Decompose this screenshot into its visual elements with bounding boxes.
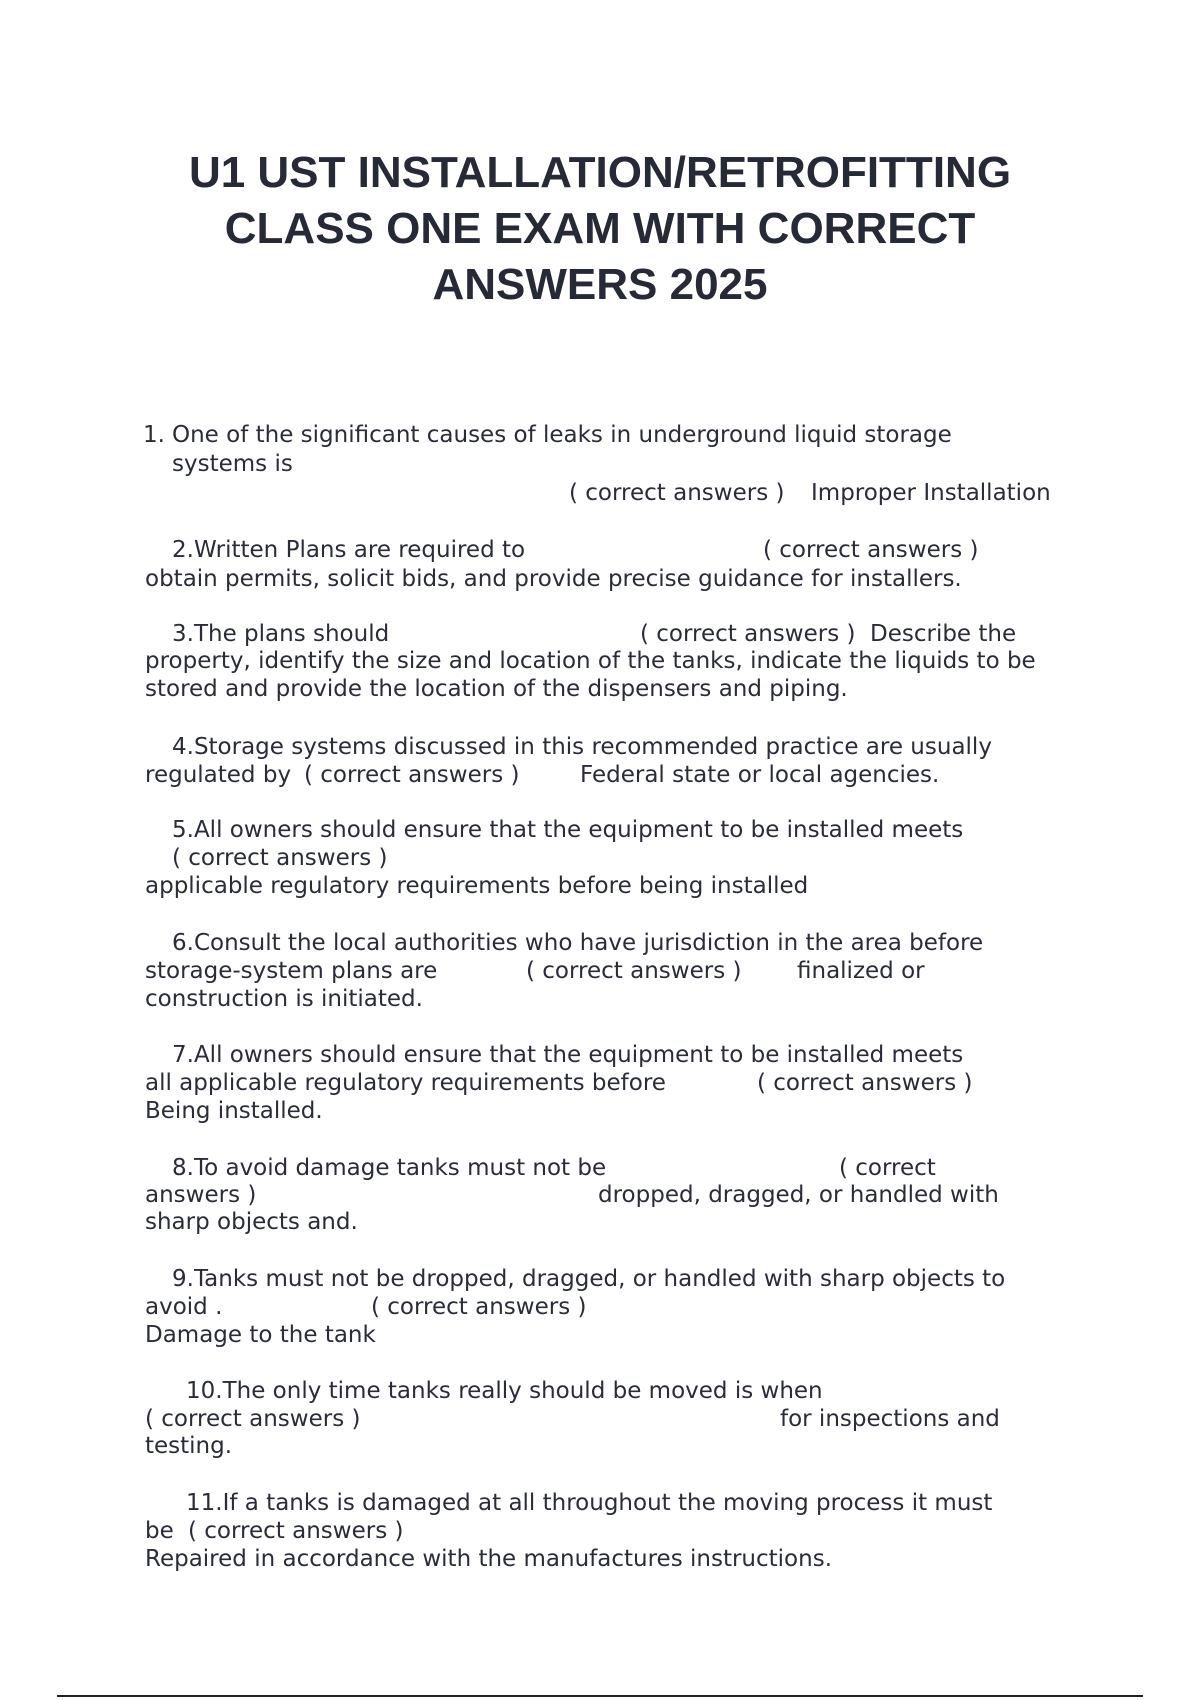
answer-marker: ( correct: [839, 1155, 936, 1181]
question-text: avoid .: [145, 1294, 223, 1320]
document-title-line-1: U1 UST INSTALLATION/RETROFITTING: [188, 148, 1012, 197]
question-text: 4.Storage systems discussed in this recommended practice are usually: [172, 734, 992, 760]
answer-marker: ( correct answers ): [188, 1518, 404, 1544]
answer-text: for inspections and: [780, 1406, 1000, 1432]
answer-marker: ( correct answers ): [304, 762, 520, 788]
answer-text: dropped, dragged, or handled with: [598, 1182, 999, 1208]
question-text: 3.The plans should: [172, 621, 390, 647]
question-text: 9.Tanks must not be dropped, dragged, or handled with sharp objects to: [172, 1266, 1006, 1292]
answer-text: Being installed.: [145, 1098, 323, 1124]
document-title-line-2: CLASS ONE EXAM WITH CORRECT: [224, 204, 976, 253]
answer-text: Improper Installation: [811, 480, 1051, 506]
answer-text: Damage to the tank: [145, 1322, 376, 1348]
question-text: One of the significant causes of leaks in underground liquid storage: [172, 422, 952, 448]
answer-text: Federal state or local agencies.: [580, 762, 940, 788]
answer-text: Describe the: [870, 621, 1017, 647]
footer-divider: [57, 1695, 1143, 1697]
answer-marker: ( correct answers ): [569, 480, 785, 506]
question-text: 10.The only time tanks really should be moved is when: [186, 1378, 823, 1404]
answer-text: property, identify the size and location of the tanks, indicate the liquids to be: [145, 648, 1036, 674]
question-text: all applicable regulatory requirements before: [145, 1070, 666, 1096]
answer-text: finalized or: [797, 958, 925, 984]
answer-text: Repaired in accordance with the manufactures instructions.: [145, 1546, 833, 1572]
question-text: storage-system plans are: [145, 958, 438, 984]
question-number: 1.: [143, 422, 165, 448]
answer-marker: ( correct answers ): [172, 845, 388, 871]
answer-marker: ( correct answers ): [526, 958, 742, 984]
question-text: 7.All owners should ensure that the equipment to be installed meets: [172, 1042, 964, 1068]
question-text: 11.If a tanks is damaged at all throughout the moving process it must: [186, 1490, 993, 1516]
question-text: regulated by: [145, 762, 292, 788]
answer-text: obtain permits, solicit bids, and provide precise guidance for installers.: [145, 566, 962, 592]
answer-text: sharp objects and.: [145, 1209, 358, 1235]
question-text: be: [145, 1518, 174, 1544]
question-text: 5.All owners should ensure that the equipment to be installed meets: [172, 817, 964, 843]
answer-marker: ( correct answers ): [640, 621, 856, 647]
answer-marker: ( correct answers ): [145, 1406, 361, 1432]
answer-marker: answers ): [145, 1182, 257, 1208]
answer-text: construction is initiated.: [145, 986, 423, 1012]
answer-marker: ( correct answers ): [757, 1070, 973, 1096]
question-text: 2.Written Plans are required to: [172, 537, 526, 563]
answer-text: applicable regulatory requirements before being installed: [145, 873, 809, 899]
answer-text: stored and provide the location of the dispensers and piping.: [145, 676, 848, 702]
question-text: systems is: [172, 451, 293, 477]
answer-text: testing.: [145, 1433, 233, 1459]
answer-marker: ( correct answers ): [763, 537, 979, 563]
question-text: 8.To avoid damage tanks must not be: [172, 1155, 607, 1181]
question-text: 6.Consult the local authorities who have jurisdiction in the area before: [172, 930, 984, 956]
answer-marker: ( correct answers ): [371, 1294, 587, 1320]
document-title-line-3: ANSWERS 2025: [432, 260, 768, 309]
